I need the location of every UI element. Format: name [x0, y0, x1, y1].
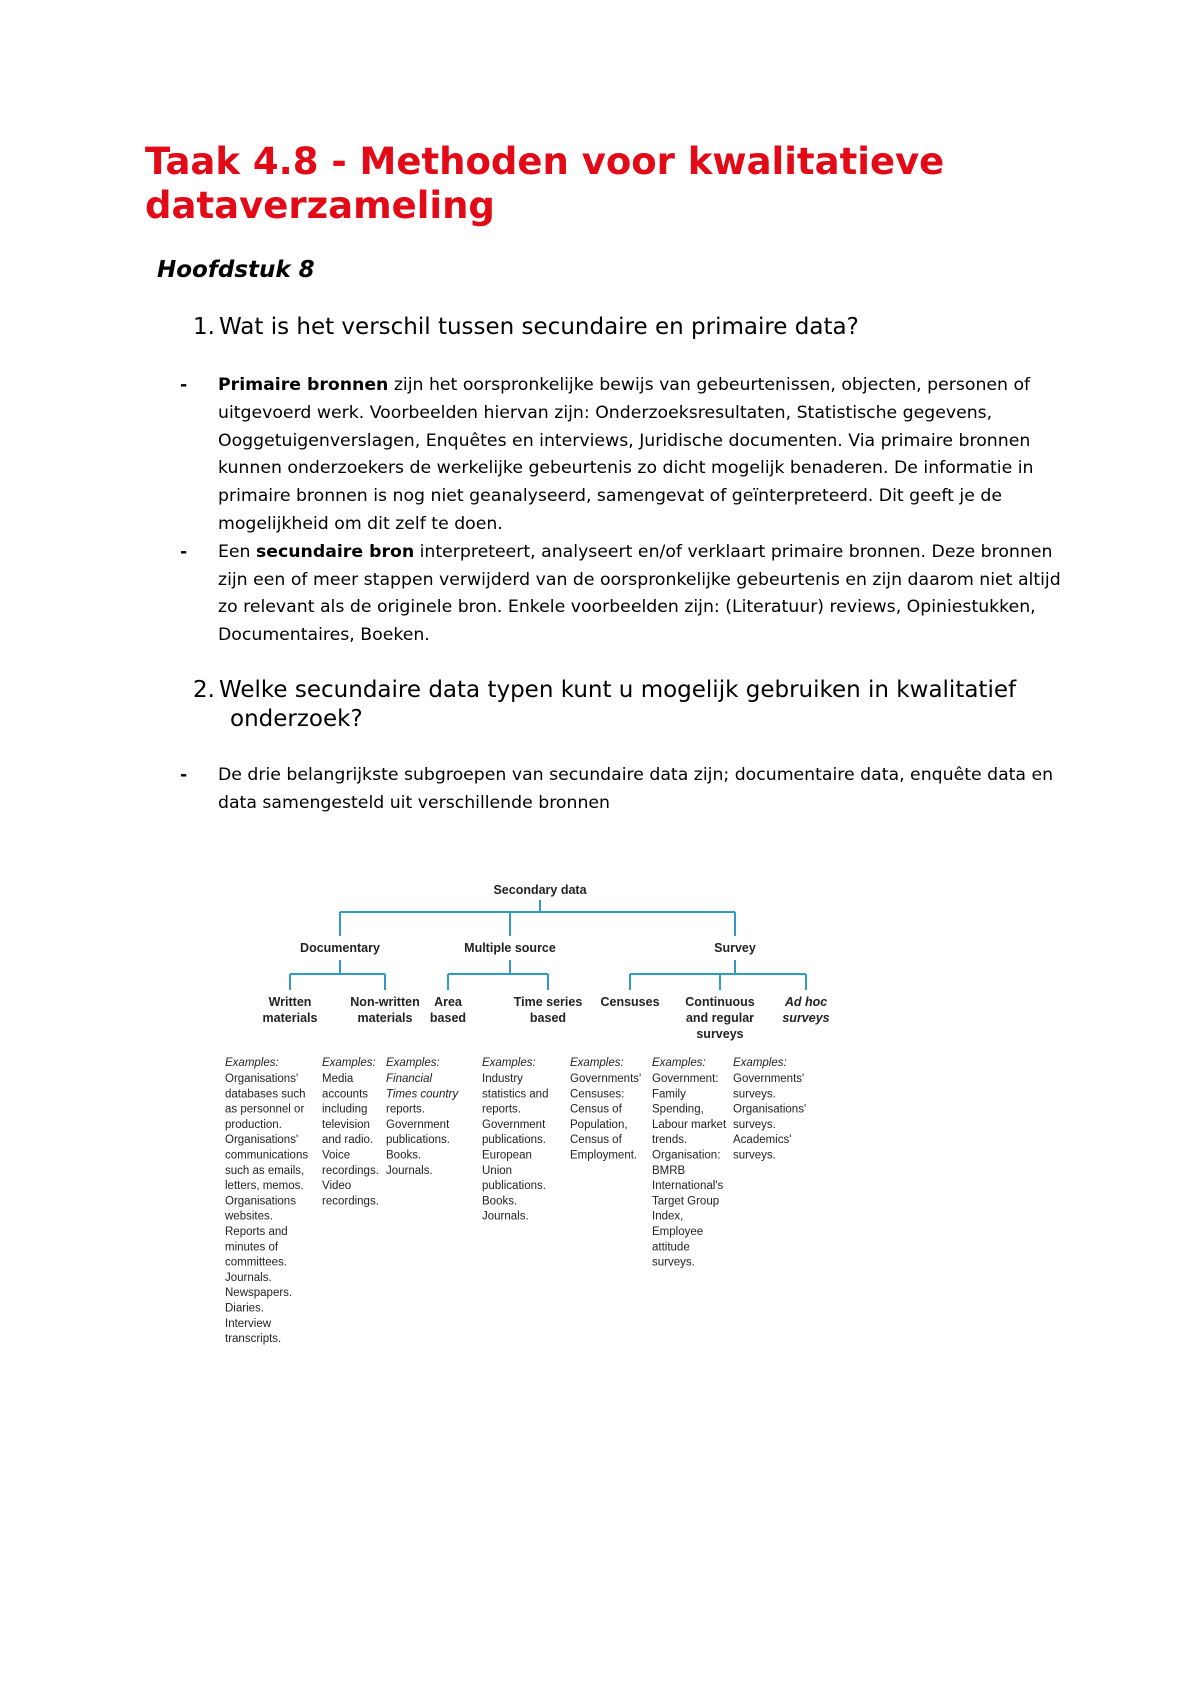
- diagram-example-item: statistics and: [482, 1088, 549, 1101]
- bullet-bold-term: Primaire bronnen: [218, 375, 389, 395]
- diagram-example-item: Journals.: [482, 1210, 529, 1223]
- secondary-data-diagram: [225, 870, 880, 1390]
- diagram-examples-heading: Examples:: [482, 1057, 536, 1069]
- diagram-example-item: Reports and: [225, 1226, 288, 1238]
- diagram-example-item: Labour market: [652, 1118, 727, 1131]
- diagram-example-item: television: [322, 1118, 370, 1131]
- diagram-type-label: Written: [268, 995, 312, 1009]
- list-item: [175, 539, 1075, 650]
- diagram-example-item: surveys.: [733, 1118, 776, 1131]
- diagram-example-item: communications: [225, 1149, 309, 1162]
- diagram-type-label: Continuous: [685, 995, 755, 1009]
- diagram-example-item: websites.: [225, 1210, 273, 1223]
- diagram-example-item: Financial: [386, 1073, 433, 1085]
- diagram-example-item: Media: [322, 1073, 354, 1085]
- diagram-type-label: materials: [357, 1011, 413, 1025]
- diagram-example-item: Organisations': [225, 1073, 299, 1085]
- diagram-type-label: and regular: [685, 1011, 755, 1025]
- diagram-example-item: Organisation:: [652, 1149, 721, 1162]
- diagram-example-item: Target Group: [652, 1195, 720, 1208]
- diagram-example-item: Government: [386, 1118, 450, 1131]
- diagram-examples-heading: Examples:: [386, 1057, 440, 1069]
- question-2-number: 2.: [193, 677, 215, 703]
- diagram-example-item: attitude: [652, 1241, 690, 1254]
- diagram-examples-heading: Examples:: [570, 1057, 624, 1069]
- diagram-example-item: reports.: [482, 1103, 521, 1116]
- diagram-example-item: publications.: [482, 1180, 546, 1193]
- diagram-example-item: Censuses:: [570, 1088, 625, 1101]
- question-1: [193, 313, 859, 342]
- diagram-example-item: Census of: [570, 1103, 622, 1116]
- diagram-examples-heading: Examples:: [733, 1057, 787, 1069]
- bullet-prefix: Een: [218, 541, 256, 562]
- diagram-example-item: Diaries.: [225, 1302, 264, 1315]
- diagram-example-item: Union: [482, 1164, 513, 1177]
- question-1-answer-list: [175, 372, 1075, 650]
- bullet-text: interpreteert, analyseert en/of verklaart primaire bronnen. Deze bronnen zijn een of meer stappen verwijderd van de oorspronkelijke gebeurtenis en zijn daarom niet altijd zo relevant als de originele bron. Enkele voorbeelden zijn: (Literatuur) reviews, Opiniestukken, Documentaires, Boeken.: [218, 541, 1061, 646]
- diagram-example-item: Video: [322, 1180, 352, 1193]
- diagram-example-item: letters, memos.: [225, 1180, 304, 1193]
- diagram-example-item: Voice: [322, 1149, 351, 1162]
- diagram-example-item: accounts: [322, 1088, 369, 1101]
- diagram-root-label: Secondary data: [493, 883, 587, 897]
- diagram-example-item: Academics': [733, 1134, 792, 1147]
- bullet-dash: -: [180, 375, 188, 395]
- diagram-type-label: based: [429, 1011, 467, 1025]
- diagram-example-item: reports.: [386, 1103, 425, 1116]
- diagram-example-item: databases such: [225, 1088, 306, 1101]
- diagram-type-label: Censuses: [600, 995, 660, 1009]
- diagram-type-label: based: [529, 1011, 567, 1025]
- diagram-example-item: and radio.: [322, 1134, 374, 1147]
- diagram-example-item: committees.: [225, 1256, 287, 1269]
- question-2: [193, 676, 1093, 734]
- diagram-type-label: surveys: [782, 1011, 830, 1025]
- diagram-example-item: Books.: [386, 1149, 422, 1162]
- diagram-example-item: Census of: [570, 1134, 622, 1147]
- diagram-example-item: Books.: [482, 1195, 518, 1208]
- diagram-type-label: Non-written: [350, 995, 420, 1009]
- diagram-group-label: Survey: [714, 941, 756, 955]
- diagram-example-item: recordings.: [322, 1195, 379, 1208]
- question-1-number: 1.: [193, 314, 215, 340]
- diagram-example-item: recordings.: [322, 1164, 379, 1177]
- diagram-group-label: Documentary: [300, 941, 380, 955]
- diagram-example-item: trends.: [652, 1134, 688, 1147]
- diagram-example-item: Governments': [570, 1073, 642, 1085]
- diagram-type-label: Ad hoc: [784, 995, 828, 1009]
- diagram-example-item: Government:: [652, 1073, 719, 1085]
- list-item: [175, 762, 1075, 818]
- diagram-example-item: surveys.: [652, 1256, 695, 1269]
- diagram-group-label: Multiple source: [464, 941, 556, 955]
- diagram-example-item: production.: [225, 1118, 282, 1131]
- diagram-example-item: Interview: [225, 1317, 272, 1330]
- diagram-example-item: surveys.: [733, 1088, 776, 1101]
- diagram-example-item: European: [482, 1149, 532, 1162]
- chapter-subtitle: Hoofdstuk 8: [157, 257, 315, 283]
- diagram-example-item: Organisations': [225, 1134, 299, 1147]
- bullet-dash: -: [180, 765, 188, 785]
- diagram-example-item: Employee: [652, 1226, 704, 1238]
- question-2-text-line2: onderzoek?: [230, 706, 363, 732]
- diagram-example-item: Organisations: [225, 1195, 296, 1208]
- question-1-text: Wat is het verschil tussen secundaire en primaire data?: [219, 314, 859, 340]
- diagram-example-item: such as emails,: [225, 1164, 305, 1177]
- diagram-example-item: publications.: [386, 1134, 450, 1147]
- page-title: Taak 4.8 - Methoden voor kwalitatieve dataverzameling: [145, 140, 945, 227]
- diagram-svg: [225, 870, 880, 1390]
- diagram-example-item: Index,: [652, 1210, 684, 1223]
- diagram-type-label: materials: [262, 1011, 318, 1025]
- diagram-example-item: Government: [482, 1118, 546, 1131]
- question-2-answer-list: [175, 762, 1075, 818]
- diagram-type-label: Time series: [513, 995, 583, 1009]
- diagram-example-item: transcripts.: [225, 1333, 282, 1346]
- diagram-example-item: Journals.: [386, 1164, 433, 1177]
- diagram-example-item: Governments': [733, 1073, 805, 1085]
- diagram-examples-heading: Examples:: [322, 1057, 376, 1069]
- diagram-examples-heading: Examples:: [225, 1057, 279, 1069]
- diagram-example-item: surveys.: [733, 1149, 776, 1162]
- diagram-example-item: Journals.: [225, 1271, 272, 1284]
- diagram-example-item: Employment.: [570, 1149, 638, 1162]
- diagram-example-item: Times country: [386, 1088, 459, 1101]
- bullet-text: zijn het oorspronkelijke bewijs van gebeurtenissen, objecten, personen of uitgevoerd werk. Voorbeelden hiervan zijn: Onderzoeksresultaten, Statistische gegevens, Ooggetuigenverslagen, Enquêtes en interviews, Juridische documenten. Via primaire bronnen kunnen onderzoekers de werkelijke gebeurtenis zo dicht mogelijk benaderen. De informatie in primaire bronnen is nog niet geanalyseerd, samengevat of geïnterpreteerd. Dit geeft je de mogelijkheid om dit zelf te doen.: [218, 375, 1034, 534]
- diagram-example-item: minutes of: [225, 1241, 279, 1254]
- question-2-text-line1: Welke secundaire data typen kunt u mogelijk gebruiken in kwalitatief: [219, 677, 1017, 703]
- diagram-example-item: Family: [652, 1088, 686, 1101]
- diagram-type-label: surveys: [696, 1027, 744, 1041]
- diagram-example-item: Newspapers.: [225, 1287, 293, 1300]
- bullet-dash: -: [180, 541, 188, 562]
- diagram-example-item: BMRB: [652, 1164, 686, 1177]
- diagram-examples-heading: Examples:: [652, 1057, 706, 1069]
- diagram-type-label: Area: [434, 995, 462, 1009]
- diagram-example-item: International's: [652, 1180, 724, 1193]
- diagram-example-item: publications.: [482, 1134, 546, 1147]
- bullet-bold-term: secundaire bron: [256, 541, 415, 562]
- diagram-example-item: Industry: [482, 1073, 523, 1085]
- diagram-example-item: including: [322, 1103, 368, 1116]
- bullet-text: De drie belangrijkste subgroepen van secundaire data zijn; documentaire data, enquête data en data samengesteld uit verschillende bronnen: [218, 765, 1054, 813]
- diagram-example-item: Spending,: [652, 1103, 704, 1116]
- diagram-example-item: as personnel or: [225, 1103, 305, 1116]
- diagram-example-item: Organisations': [733, 1103, 807, 1116]
- list-item: [175, 372, 1075, 539]
- diagram-example-item: Population,: [570, 1118, 628, 1131]
